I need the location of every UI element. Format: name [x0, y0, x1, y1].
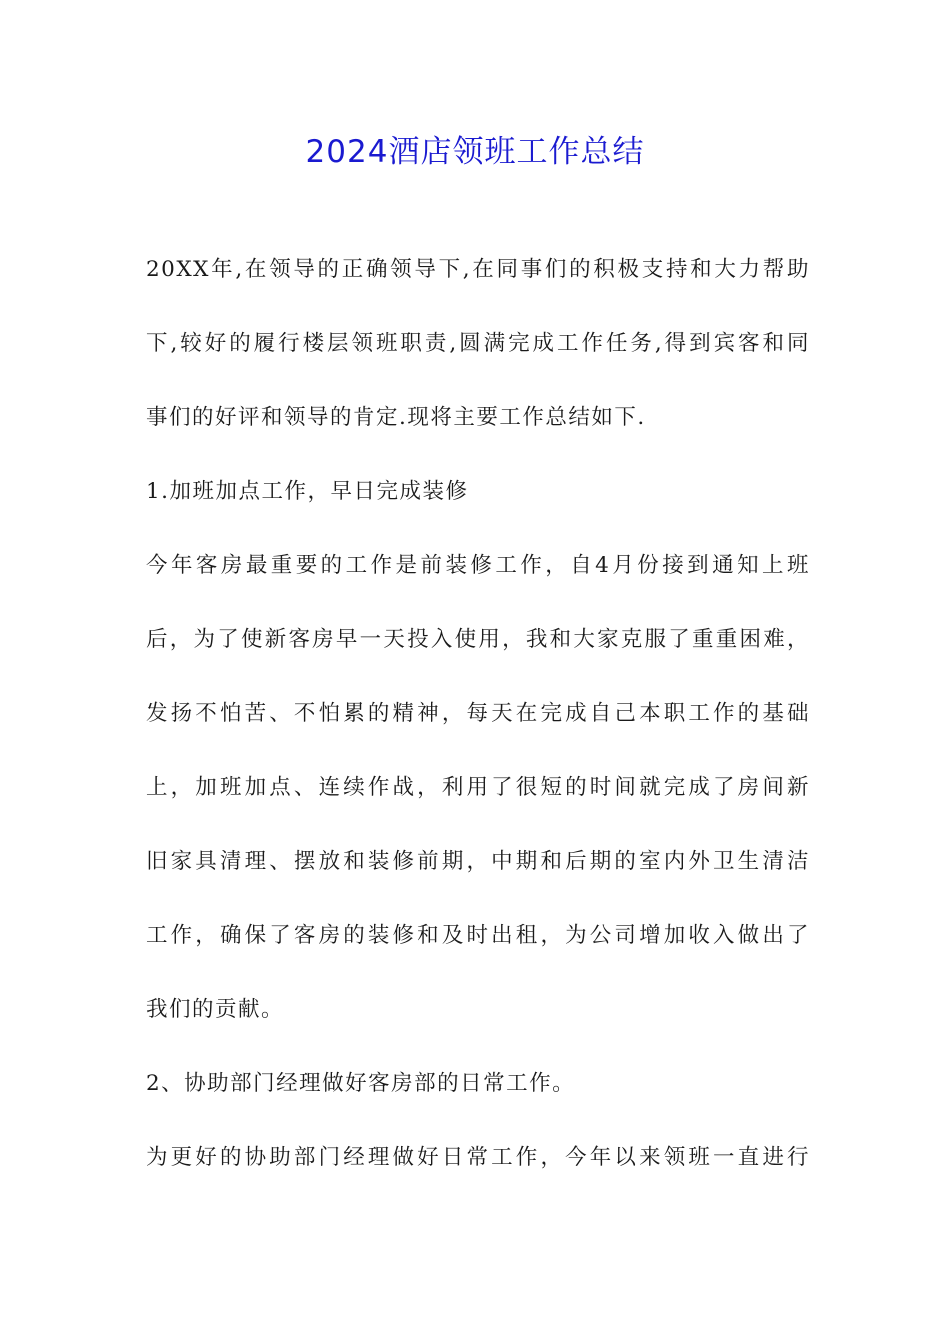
paragraph-line: 为更好的协助部门经理做好日常工作，今年以来领班一直进行: [146, 1145, 810, 1170]
paragraph-line: 发扬不怕苦、不怕累的精神，每天在完成自己本职工作的基础: [146, 701, 810, 726]
paragraph-line: 上，加班加点、连续作战，利用了很短的时间就完成了房间新: [146, 775, 810, 800]
section-heading: 1.加班加点工作，早日完成装修: [146, 479, 469, 504]
paragraph-line: 我们的贡献。: [146, 997, 285, 1022]
paragraph-line: 20XX年,在领导的正确领导下,在同事们的积极支持和大力帮助: [146, 257, 810, 282]
paragraph-line: 下,较好的履行楼层领班职责,圆满完成工作任务,得到宾客和同: [146, 331, 810, 356]
paragraph-line: 今年客房最重要的工作是前装修工作，自4月份接到通知上班: [146, 553, 810, 578]
paragraph-line: 工作，确保了客房的装修和及时出租，为公司增加收入做出了: [146, 923, 810, 948]
document-title: 2024酒店领班工作总结: [305, 134, 645, 170]
document-body: [146, 233, 810, 1195]
paragraph-line: 旧家具清理、摆放和装修前期，中期和后期的室内外卫生清洁: [146, 849, 810, 874]
paragraph-line: 后，为了使新客房早一天投入使用，我和大家克服了重重困难，: [146, 627, 810, 652]
paragraph-line: 事们的好评和领导的肯定.现将主要工作总结如下.: [146, 405, 646, 430]
section-heading: 2、协助部门经理做好客房部的日常工作。: [146, 1071, 576, 1096]
